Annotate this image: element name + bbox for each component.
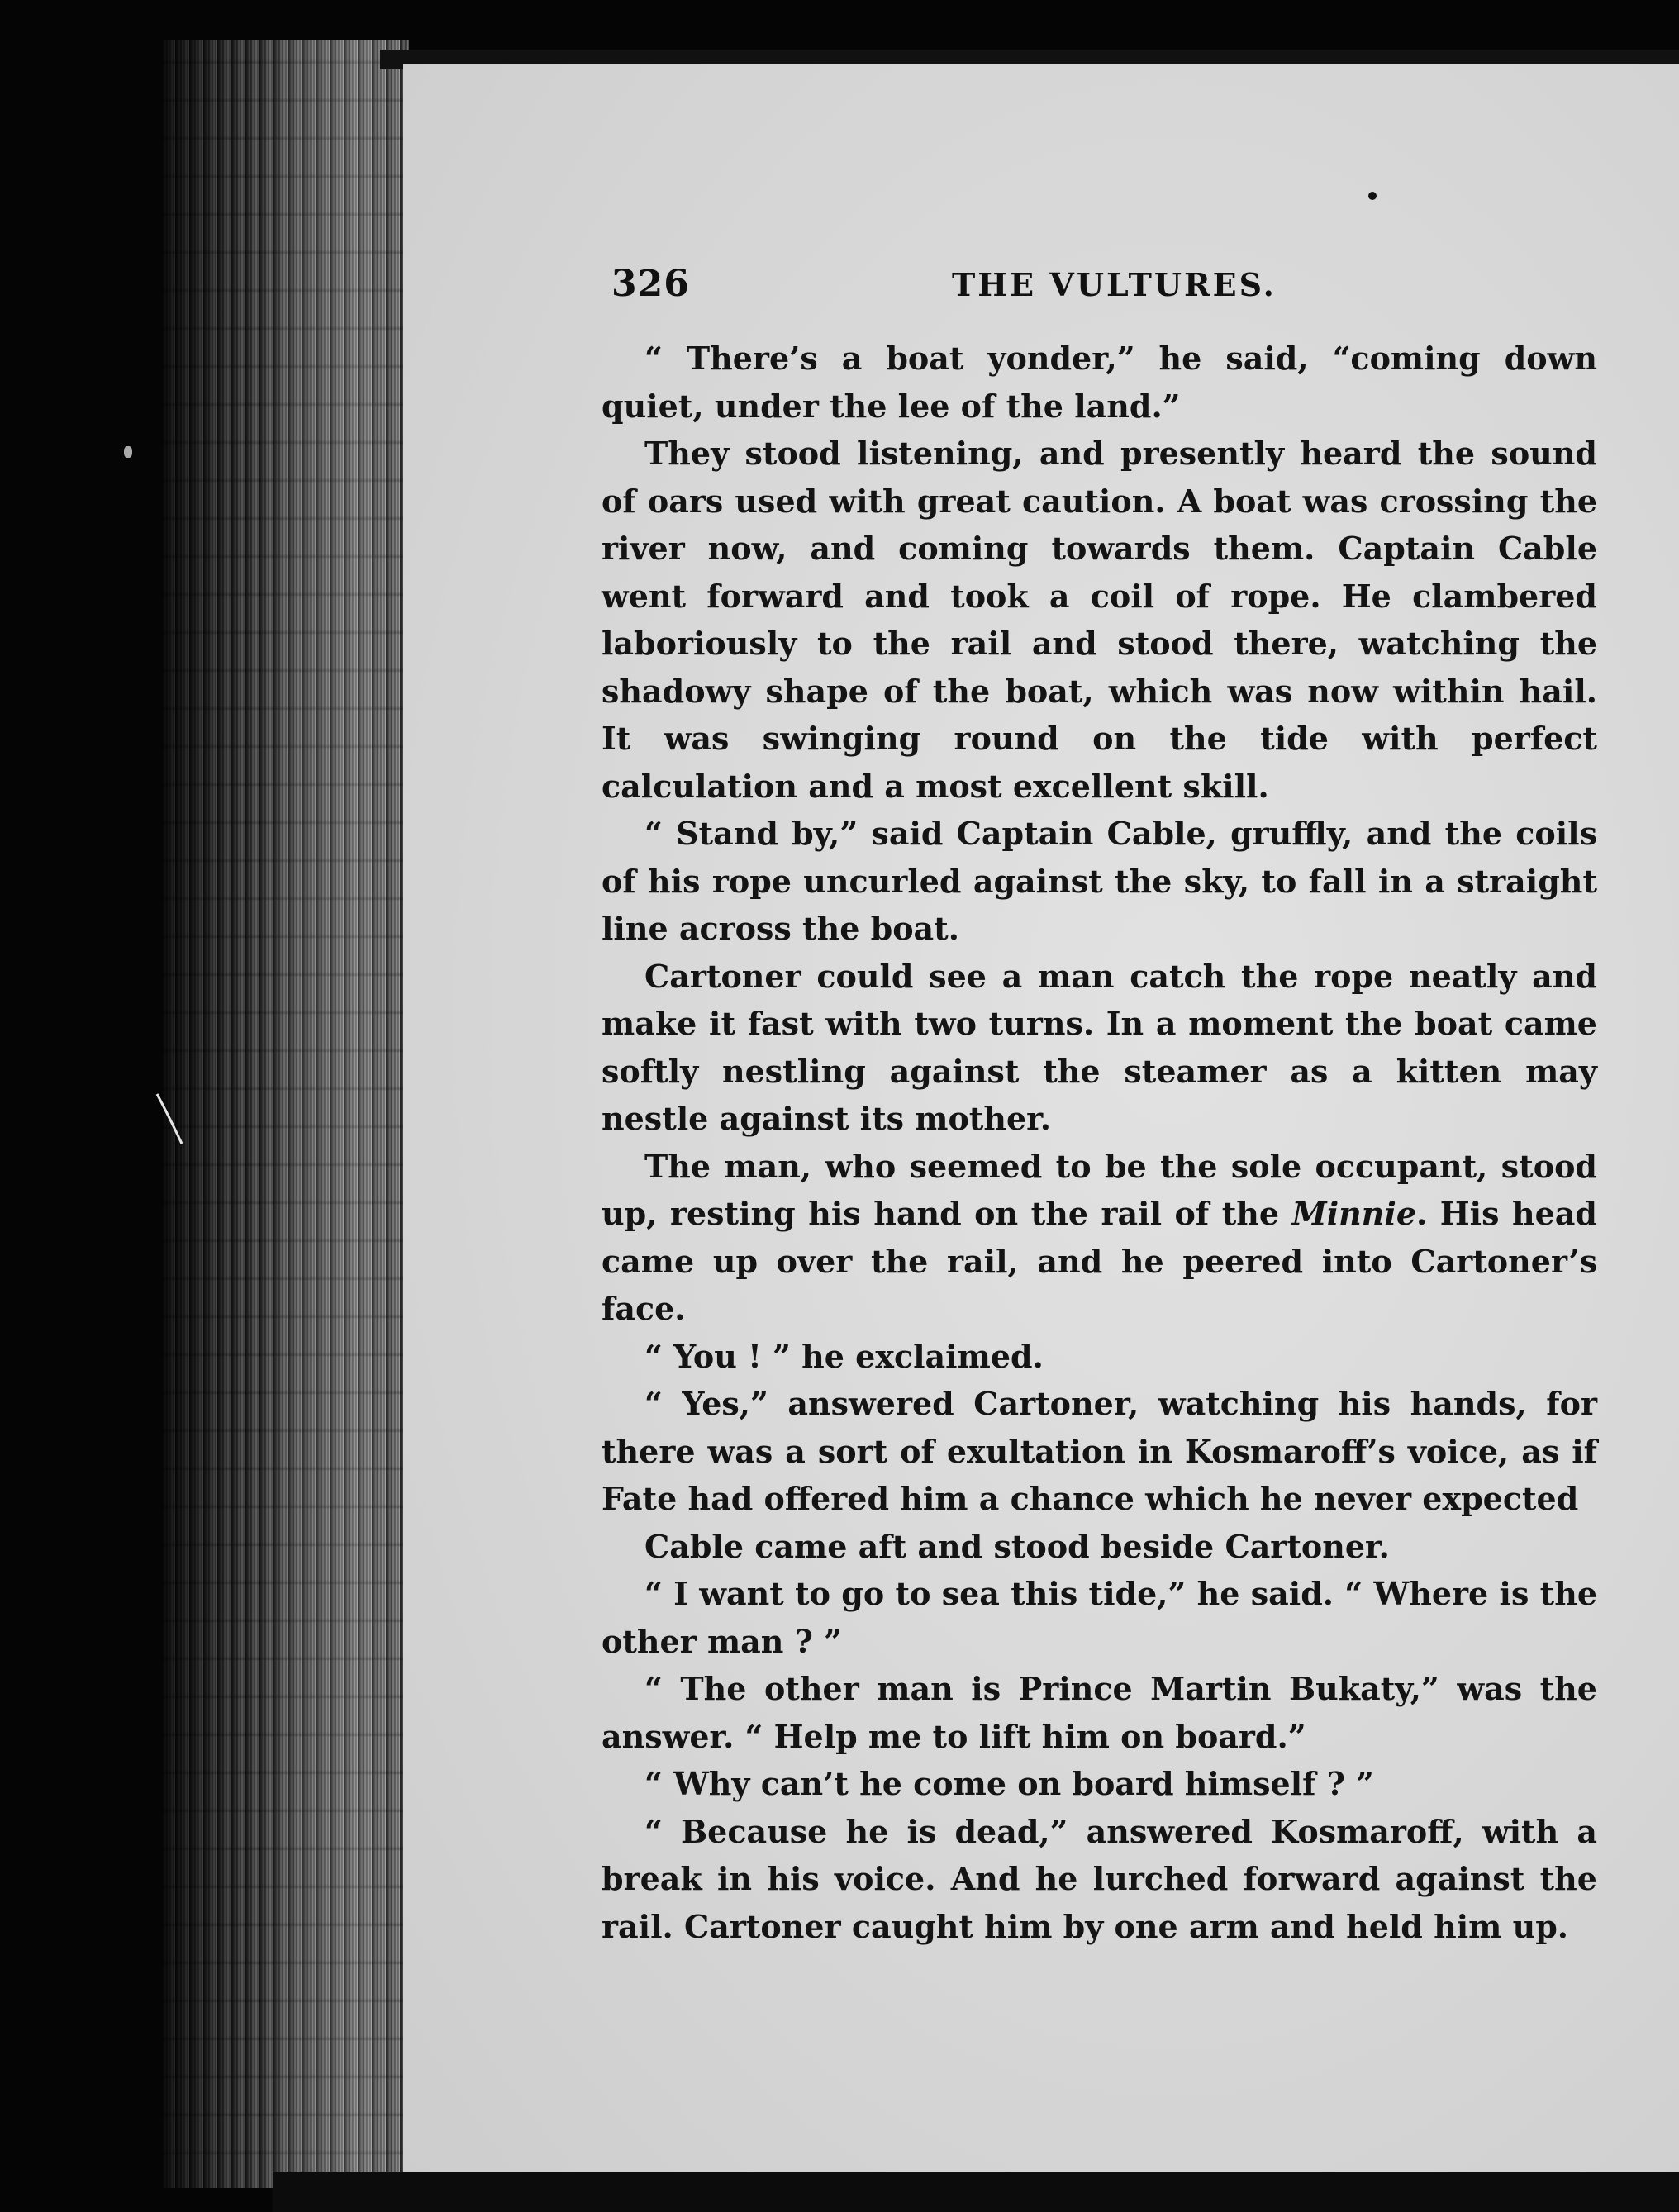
scan-speck <box>124 446 132 458</box>
paragraph-12: “ Because he is dead,” answered Kosmaroff, with a break in his voice. And he lurched forward against the rail. Cartoner caught him by one arm and held him up. <box>602 1812 1597 1945</box>
paragraph-5: The man, who seemed to be the sole occupant, stood up, resting his hand on the rail of the Minnie. His head came up over the rail, and he peered into Cartoner’s face. <box>602 1147 1598 1327</box>
paragraph-8: Cable came aft and stood beside Cartoner. <box>644 1527 1390 1565</box>
paragraph-11: “ Why can’t he come on board himself ? ” <box>644 1765 1374 1802</box>
paragraph-10: “ The other man is Prince Martin Bukaty,” was the answer. “ Help me to lift him on board.” <box>602 1670 1597 1755</box>
page-edges-stack <box>161 40 409 2188</box>
paragraph-4: Cartoner could see a man catch the rope neatly and make it fast with two turns. In a moment the boat came softly nestling against the steamer as a kitten may nestle against its mother. <box>602 957 1597 1137</box>
bottom-shadow <box>273 2172 1679 2212</box>
paragraph-3: “ Stand by,” said Captain Cable, gruffly, and the coils of his rope uncurled against the sky, to fall in a straight line across the boat. <box>602 815 1597 947</box>
ship-name: Minnie <box>1291 1195 1417 1232</box>
paragraph-7: “ Yes,” answered Cartoner, watching his hands, for there was a sort of exultation in Kosmaroff’s voice, as if Fate had offered him a chance which he never expected <box>602 1385 1597 1517</box>
paragraph-2: They stood listening, and presently heard the sound of oars used with great caution. A boat was crossing the river now, and coming towards them. Captain Cable went forward and took a coil of rope. He clambered laboriously to the rail and stood there, watching the shadowy shape of the boat, which was now within hail. It was swinging round on the tide with perfect calculation and a most excellent skill. <box>602 435 1597 805</box>
page-crease-mark <box>154 1091 187 1149</box>
paragraph-9: “ I want to go to sea this tide,” he said. “ Where is the other man ? ” <box>602 1575 1597 1660</box>
paragraph-6: “ You ! ” he exclaimed. <box>644 1337 1044 1375</box>
running-title: THE VULTURES. <box>952 266 1277 303</box>
page-number: 326 <box>611 263 690 305</box>
paragraph-1: “ There’s a boat yonder,” he said, “coming down quiet, under the lee of the land.” <box>602 340 1597 425</box>
page-header <box>611 263 1611 312</box>
ink-dot <box>1368 192 1377 200</box>
body-text <box>602 335 1597 1950</box>
